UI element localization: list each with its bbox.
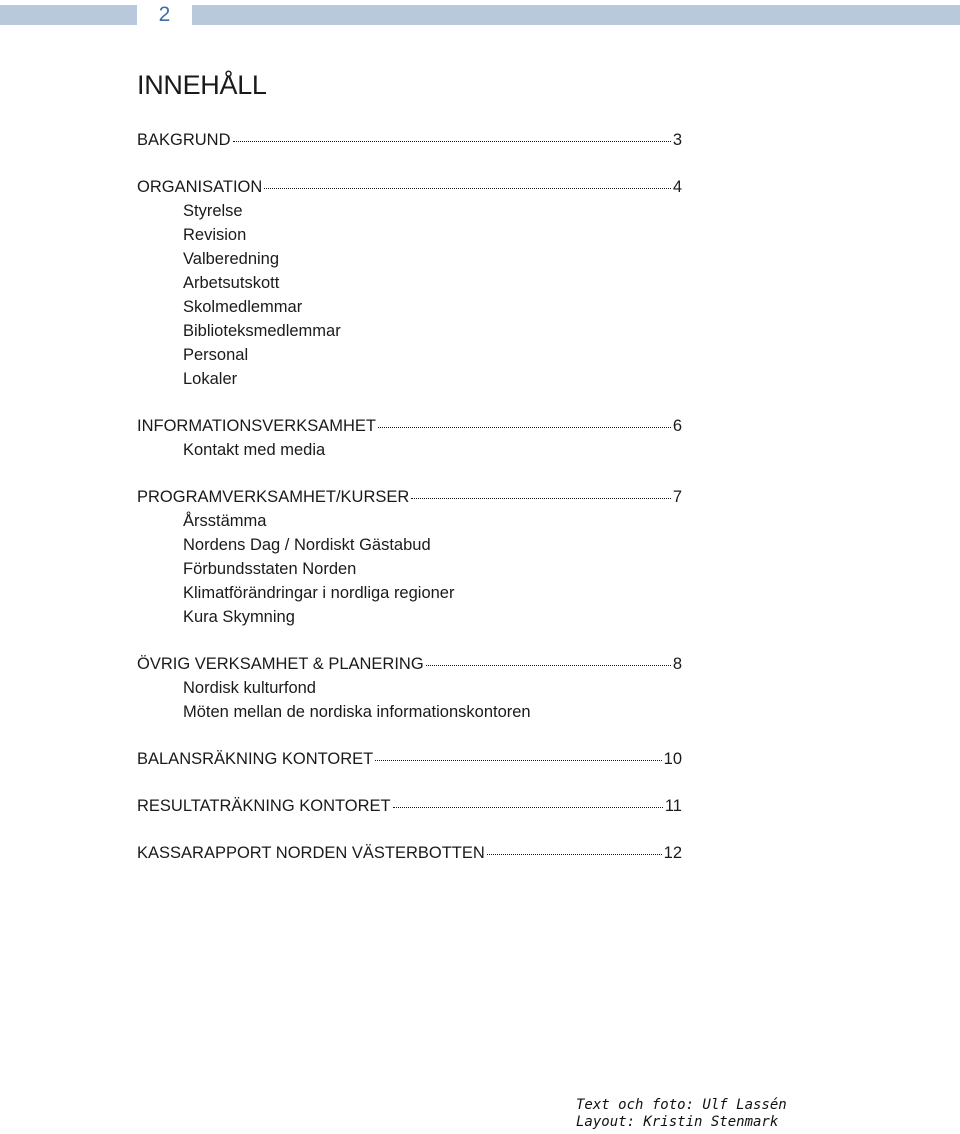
- toc-subitem: Nordisk kulturfond: [183, 679, 316, 697]
- toc-subitem: Skolmedlemmar: [183, 298, 303, 316]
- toc-entry-page: 6: [672, 417, 682, 435]
- toc-subitem: Klimatförändringar i nordliga regioner: [183, 584, 455, 602]
- toc-subitem: Kura Skymning: [183, 608, 295, 626]
- toc-subitem: Lokaler: [183, 370, 238, 388]
- toc-title: INNEHÅLL: [137, 70, 267, 100]
- toc-entry-title: BAKGRUND: [137, 131, 231, 149]
- toc-entry[interactable]: [137, 485, 682, 509]
- toc-subitem: Personal: [183, 346, 249, 364]
- toc-subitem: Styrelse: [183, 202, 243, 220]
- toc-entry[interactable]: [137, 652, 682, 676]
- table-of-contents: [137, 128, 682, 865]
- dot-leader: [487, 844, 662, 855]
- toc-entry-title: RESULTATRÄKNING KONTORET: [137, 797, 391, 815]
- toc-subitem: Förbundsstaten Norden: [183, 560, 357, 578]
- dot-leader: [426, 655, 671, 666]
- toc-subitem: Valberedning: [183, 250, 280, 268]
- page-number: 2: [158, 3, 171, 26]
- toc-subitem: Möten mellan de nordiska informationskontoren: [183, 703, 531, 721]
- toc-entry-page: 3: [672, 131, 682, 149]
- toc-entry[interactable]: [137, 747, 682, 771]
- toc-subitem: Kontakt med media: [183, 441, 326, 459]
- toc-subitem: Revision: [183, 226, 247, 244]
- toc-entry[interactable]: [137, 128, 682, 152]
- toc-entry-title: ORGANISATION: [137, 178, 263, 196]
- dot-leader: [264, 178, 671, 189]
- toc-subitem: Nordens Dag / Nordiskt Gästabud: [183, 536, 431, 554]
- toc-subitem: Årsstämma: [183, 512, 267, 530]
- toc-entry-page: 8: [672, 655, 682, 673]
- toc-entry-page: 7: [672, 488, 682, 506]
- toc-entry-title: ÖVRIG VERKSAMHET & PLANERING: [137, 655, 424, 673]
- header-bar-left: [0, 5, 137, 25]
- toc-entry-title: BALANSRÄKNING KONTORET: [137, 750, 374, 768]
- toc-entry-title: INFORMATIONSVERKSAMHET: [137, 417, 376, 435]
- toc-entry-page: 11: [664, 797, 682, 815]
- credits-text-photo: Text och foto: Ulf Lassén: [576, 1097, 787, 1113]
- dot-leader: [233, 131, 671, 142]
- dot-leader: [375, 750, 661, 761]
- dot-leader: [378, 417, 671, 428]
- toc-subitem: Arbetsutskott: [183, 274, 280, 292]
- header-bar-right: [192, 5, 960, 25]
- dot-leader: [411, 488, 671, 499]
- dot-leader: [393, 797, 663, 808]
- toc-entry-page: 10: [663, 750, 682, 768]
- toc-entry-title: PROGRAMVERKSAMHET/KURSER: [137, 488, 410, 506]
- toc-entry-page: 4: [672, 178, 682, 196]
- credits-layout: Layout: Kristin Stenmark: [576, 1114, 779, 1130]
- toc-entry[interactable]: [137, 175, 682, 199]
- toc-entry[interactable]: [137, 414, 682, 438]
- toc-entry[interactable]: [137, 794, 682, 818]
- credits: [576, 1097, 787, 1131]
- toc-entry-page: 12: [663, 844, 682, 862]
- toc-entry[interactable]: [137, 841, 682, 865]
- toc-entry-title: KASSARAPPORT NORDEN VÄSTERBOTTEN: [137, 844, 485, 862]
- toc-subitem: Biblioteksmedlemmar: [183, 322, 341, 340]
